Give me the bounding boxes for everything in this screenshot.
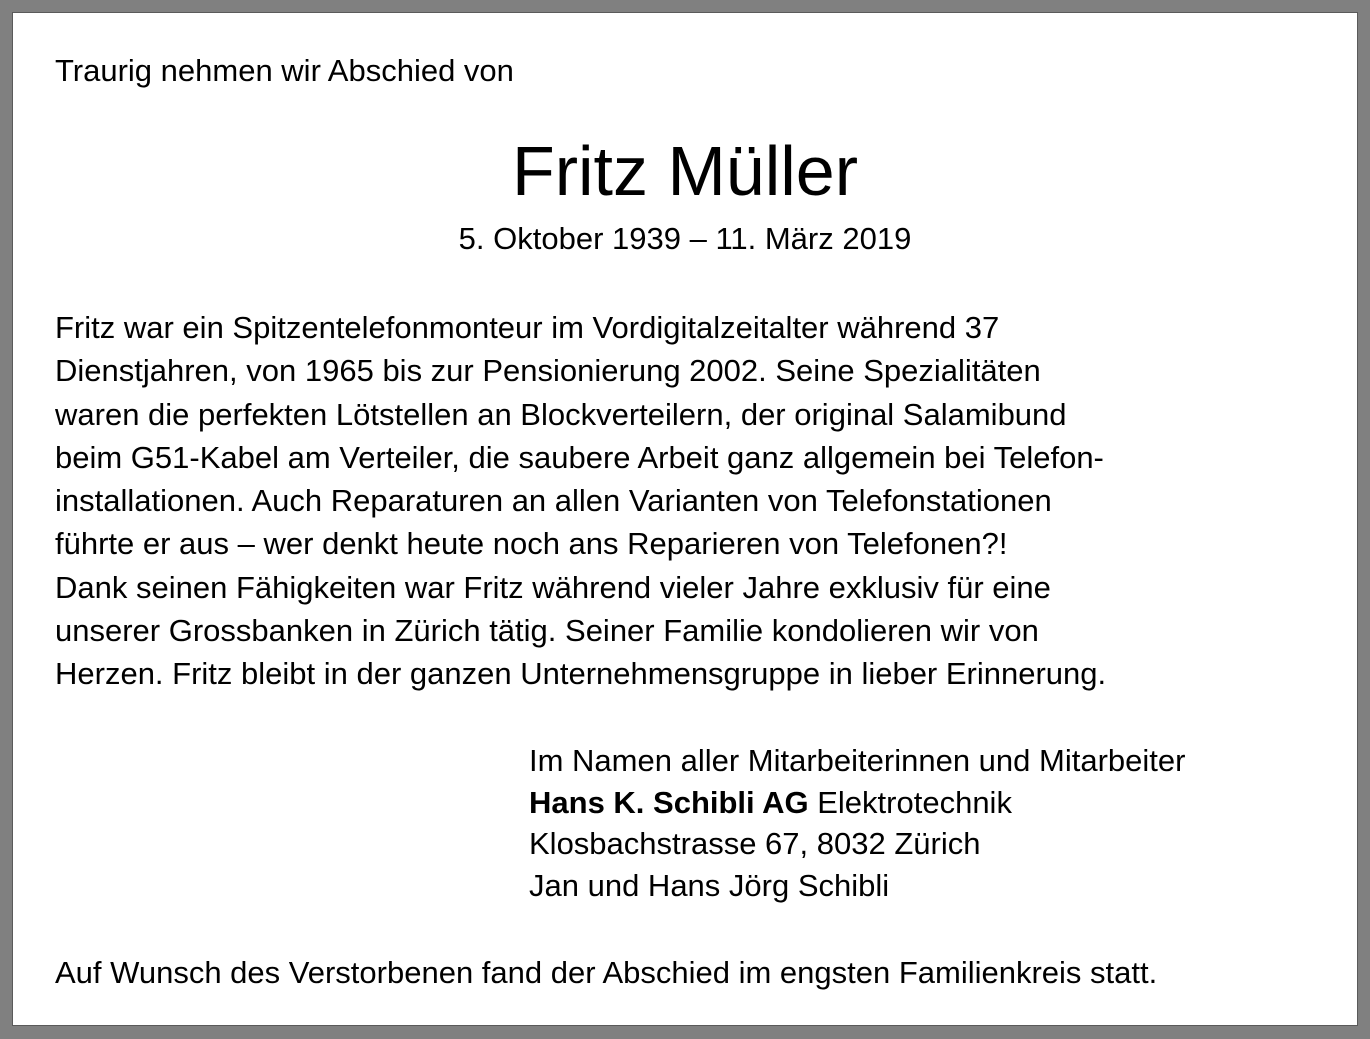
tribute-text xyxy=(55,306,1335,696)
closing-note: Auf Wunsch des Verstorbenen fand der Abschied im engsten Familienkreis statt. xyxy=(55,955,1158,990)
tribute-line: beim G51-Kabel am Verteiler, die saubere Arbeit ganz allgemein bei Telefon- xyxy=(55,439,1104,475)
company-line xyxy=(529,782,1185,824)
life-dates: 5. Oktober 1939 – 11. März 2019 xyxy=(458,221,912,256)
company-name: Hans K. Schibli AG xyxy=(529,784,809,820)
tribute-line: führte er aus – wer denkt heute noch ans Reparieren von Telefonen?! xyxy=(55,526,1008,562)
tribute-line: Dank seinen Fähigkeiten war Fritz während vieler Jahre exklusiv für eine xyxy=(55,569,1051,605)
on-behalf-line: Im Namen aller Mitarbeiterinnen und Mitarbeiter xyxy=(529,743,1186,778)
company-suffix: Elektrotechnik xyxy=(808,784,1012,820)
deceased-name: Fritz Müller xyxy=(511,132,859,210)
tribute-line: Fritz war ein Spitzentelefonmonteur im Vordigitalzeitalter während 37 xyxy=(55,310,1000,345)
tribute-line: installationen. Auch Reparaturen an allen Varianten von Telefonstationen xyxy=(55,483,1052,519)
intro-text: Traurig nehmen wir Abschied von xyxy=(55,53,514,88)
signature-block xyxy=(529,740,1185,906)
obituary-notice xyxy=(12,12,1358,1026)
company-address: Klosbachstrasse 67, 8032 Zürich xyxy=(529,826,981,861)
signatories: Jan und Hans Jörg Schibli xyxy=(529,867,890,903)
tribute-line: waren die perfekten Lötstellen an Blockverteilern, der original Salamibund xyxy=(55,396,1067,432)
tribute-line: Dienstjahren, von 1965 bis zur Pensionierung 2002. Seine Spezialitäten xyxy=(55,353,1041,389)
tribute-line: Herzen. Fritz bleibt in der ganzen Unternehmensgruppe in lieber Erinnerung. xyxy=(55,656,1107,692)
tribute-line: unserer Grossbanken in Zürich tätig. Seiner Familie kondolieren wir von xyxy=(55,613,1039,649)
